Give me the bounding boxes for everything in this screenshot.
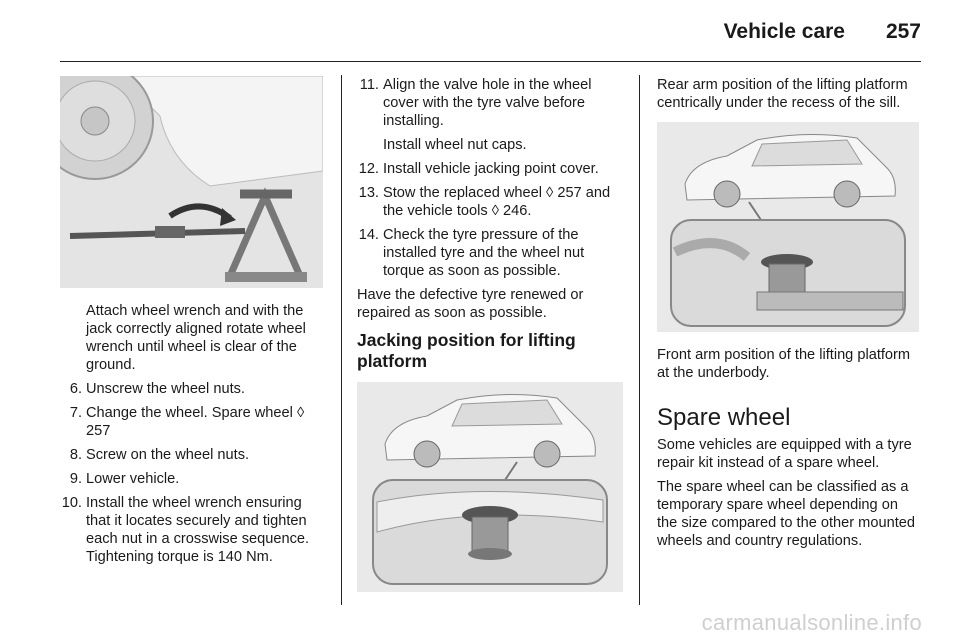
step-number: 10. [61,495,82,511]
watermark: carmanualsonline.info [701,610,922,635]
defective-tyre-note: Have the defective tyre renewed or repaired as soon as possible. [357,287,584,321]
step-text: Check the tyre pressure of the installed tyre and the wheel nut torque as soon as possible. [383,227,585,279]
step-text: Unscrew the wheel nuts. [86,381,245,397]
column-2 [357,76,625,592]
step-number: 8. [69,447,82,463]
step-number: 6. [69,381,82,397]
list-item [357,76,625,130]
step-text: Screw on the wheel nuts. [86,447,250,463]
step-text: Lower vehicle. [86,471,180,487]
front-arm-text: Front arm position of the lifting platform at the underbody. [657,347,911,381]
step-number: 14. [358,227,379,243]
step-number: 9. [69,471,82,487]
list-item [60,470,325,488]
list-item [60,404,325,440]
jack-wrench-drawing [60,76,323,288]
spare-wheel-paragraph-1: Some vehicles are equipped with a tyre repair kit instead of a spare wheel. [657,437,912,471]
jack-wrench-illustration [60,76,323,288]
header-rule [60,61,921,62]
rear-arm-text: Rear arm position of the lifting platform centrically under the recess of the sill. [657,77,908,111]
list-item [357,184,625,220]
step-number: 12. [358,161,379,177]
list-item [60,494,325,566]
step-intro-text: Attach wheel wrench and with the jack correctly aligned rotate wheel wrench until wheel is clear of the ground. [86,303,306,373]
spare-wheel-paragraph-2: The spare wheel can be classified as a temporary spare wheel depending on the size compared to the other mounted wheels and country regulations. [657,479,915,549]
subsection-heading: Jacking position for lifting platform [357,330,576,371]
column-3 [657,76,921,550]
step-text: Change the wheel. Spare wheel ◊ 257 [86,405,305,439]
lifting-platform-rear-illustration [357,382,623,592]
page-header-title: Vehicle care [723,20,845,43]
step-text: Install the wheel wrench ensuring that it locates securely and tighten each nut in a crosswise sequence. Tightening torque is 140 Nm. [86,495,310,565]
section-heading-spare-wheel: Spare wheel [657,404,791,431]
step-text: Align the valve hole in the wheel cover with the tyre valve before installing. [383,77,592,129]
car-lift-front-drawing [657,122,919,332]
step-note-text: Install wheel nut caps. [383,137,527,153]
car-lift-rear-drawing [357,382,623,592]
list-item [357,160,625,178]
step-text: Install vehicle jacking point cover. [383,161,599,177]
step-number: 13. [358,185,379,201]
list-item [60,380,325,398]
list-item [357,226,625,280]
step-number: 7. [69,405,82,421]
column-divider-2 [639,75,640,605]
page-number: 257 [885,20,921,43]
column-1 [60,76,325,572]
lifting-platform-front-illustration [657,122,919,332]
list-item [60,446,325,464]
step-text: Stow the replaced wheel ◊ 257 and the vehicle tools ◊ 246. [383,185,611,219]
step-number: 11. [359,77,379,93]
column-divider-1 [341,75,342,605]
